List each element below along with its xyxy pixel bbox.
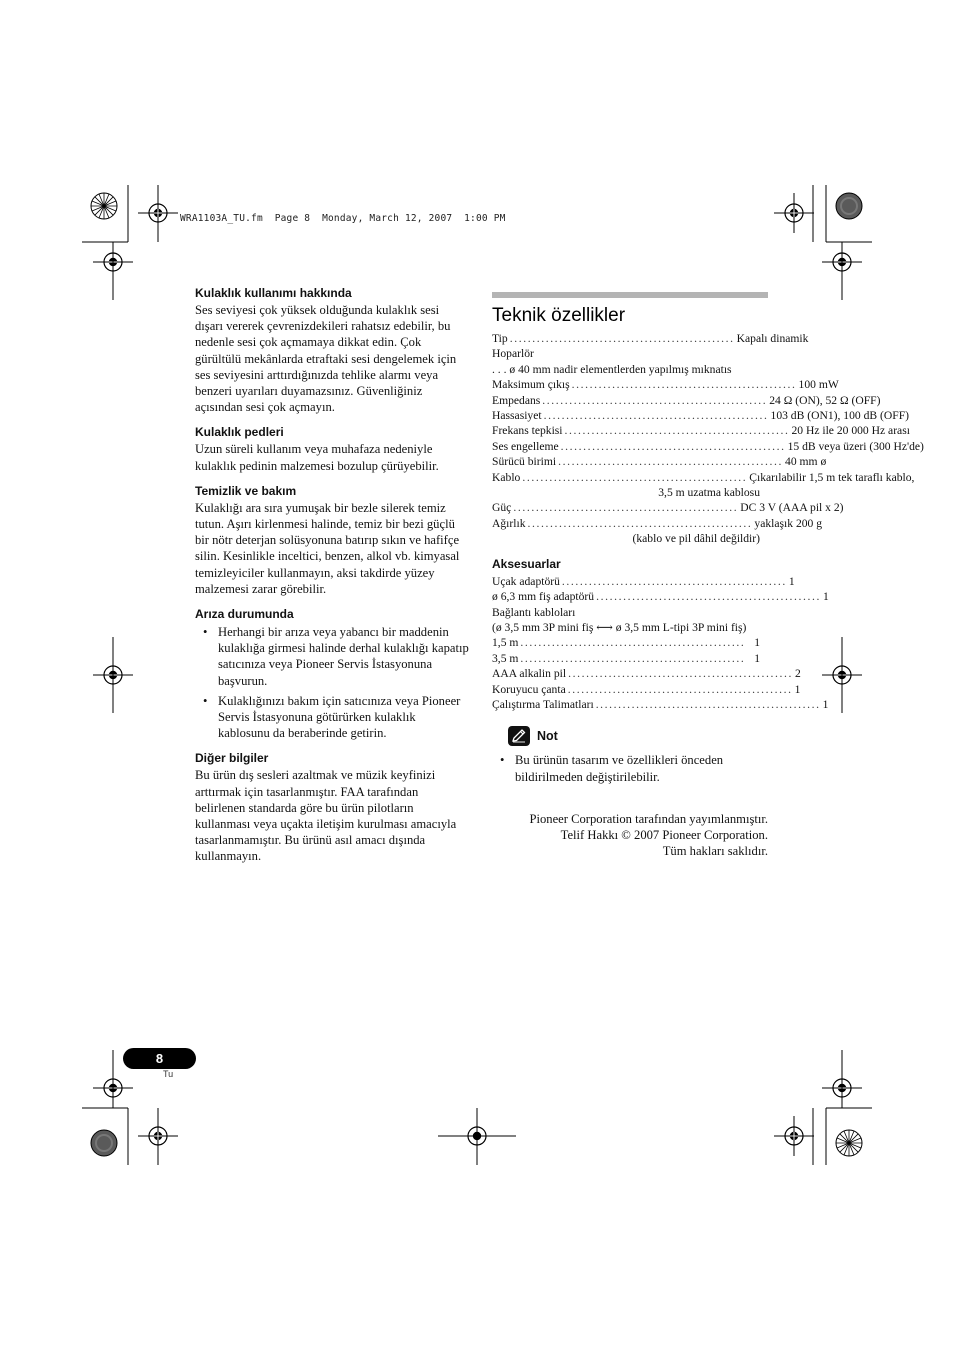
spec-speaker-value: . . . ø 40 mm nadir elementlerden yapılmış mıknatıs <box>492 362 732 376</box>
rights-line: Tüm hakları saklıdır. <box>662 844 768 859</box>
accessory-row: Çalıştırma Talimatları .................................................. 1 <box>492 697 829 711</box>
registration-mark-icon <box>774 193 814 233</box>
malfunction-section <box>195 607 469 741</box>
spec-weight-extra: (kablo ve pil dâhil değildir) <box>632 532 760 546</box>
list-item: • Bu ürünün tasarım ve özellikleri önceden bildirilmeden değiştirilebilir. <box>492 752 768 784</box>
other-info-text: Bu ürün dış sesleri azaltmak ve müzik keyfinizi arttırmak için tasarlanmıştır. FAA tarafından belirlenen standarda göre bu ürün pilotların kullanması veya uçakta iletişim kurulması amacıyla tasarlanmamıştır. Bu ürünü asıl amacı dışında kullanmayın. <box>195 768 457 864</box>
spec-speaker: Hoparlör <box>492 347 534 361</box>
spec-row-frequency: Frekans tepkisi .................................................. 20 Hz ile 20 000 Hz arası <box>492 424 910 438</box>
accessory-row: Uçak adaptörü .................................................. 1 <box>492 574 795 588</box>
cleaning-title: Temizlik ve bakım <box>195 483 297 498</box>
accessory-row: 1,5 m .................................................. 1 <box>492 636 760 650</box>
color-bar-star-icon <box>91 193 117 219</box>
accessory-row: ø 6,3 mm fiş adaptörü .................................................. 1 <box>492 590 829 604</box>
cleaning-text: Kulaklığı ara sıra yumuşak bir bezle silerek temiz tutun. Aşırı kirlenmesi halinde, temiz bir bezi güçlü bir nötr deterjan solüsyonuna batırıp sıkın ve hafifçe silin. Kesinlikle inceltici, benzen, alkol vb. kimyasal temizleyiciler kullanmayın, aksi takdirde yüzey malzemesi zarar görebilir. <box>195 500 460 596</box>
spec-row-type: Tip .................................................. Kapalı dinamik <box>492 332 809 345</box>
language-code: Tu <box>163 1069 174 1079</box>
color-bar-star-icon <box>836 1130 862 1156</box>
accessory-row: AAA alkalin pil .................................................. 2 <box>492 667 801 681</box>
registration-mark-icon <box>774 1116 814 1156</box>
accessory-row: Koruyucu çanta .................................................. 1 <box>492 682 801 696</box>
spec-list <box>492 331 924 712</box>
usage-title: Kulaklık kullanımı hakkında <box>195 286 352 300</box>
spec-row-max-output: Maksimum çıkış .................................................. 100 mW <box>492 378 839 392</box>
accessory-cables-detail: (ø 3,5 mm 3P mini fiş ⟷ ø 3,5 mm L-tipi 3P mini fiş) <box>492 620 747 634</box>
spec-row-impedance: Empedans .................................................. 24 Ω (ON), 52 Ω (OFF) <box>492 393 881 407</box>
other-info-title: Diğer bilgiler <box>195 751 269 766</box>
pencil-note-icon <box>508 726 530 746</box>
color-bar-gray-icon <box>836 193 862 219</box>
publisher-line: Pioneer Corporation tarafından yayımlanmıştır. <box>529 811 768 826</box>
color-bar-gray-icon <box>91 1130 117 1156</box>
right-column <box>492 292 924 859</box>
registration-mark-icon <box>138 1116 178 1156</box>
spec-row-noise: Ses engelleme .................................................. 15 dB veya üzeri (300 Hz'de) <box>492 439 924 453</box>
file-header-line: WRA1103A_TU.fm Page 8 Monday, March 12, 2007 1:00 PM <box>180 213 506 224</box>
note-list <box>492 752 768 784</box>
registration-mark-icon <box>138 193 178 233</box>
title-bar <box>492 292 768 298</box>
other-info-section <box>195 751 469 864</box>
pads-text: Uzun süreli kullanım veya muhafaza nedeniyle kulaklık pedinin malzemesi bozulup çürüyebilir. <box>195 442 439 473</box>
note-header <box>492 726 768 746</box>
cleaning-section <box>195 484 469 597</box>
note-title: Not <box>537 729 558 744</box>
spec-row-sensitivity: Hassasiyet .................................................. 103 dB (ON1), 100 dB (OFF) <box>492 409 910 423</box>
pads-section <box>195 425 469 473</box>
list-item: • Kulaklığınızı bakım için satıcınıza veya Pioneer Servis İstasyonuna götürürken kulaklık kablosunu da beraberinde getirin. <box>195 693 469 742</box>
accessory-cables: Bağlantı kabloları <box>492 605 576 619</box>
usage-section <box>195 286 469 415</box>
malfunction-list <box>195 624 469 741</box>
spec-row-driver: Sürücü birimi .................................................. 40 mm ø <box>492 455 827 469</box>
spec-row-power: Güç .................................................. DC 3 V (AAA pil x 2) <box>492 501 844 515</box>
specs-title: Teknik özellikler <box>492 305 626 326</box>
spec-row-cable: Kablo .................................................. Çıkarılabilir 1,5 m tek taraflı kablo, <box>492 470 915 484</box>
list-item: • Herhangi bir arıza veya yabancı bir maddenin kulaklığa girmesi halinde derhal kulaklığı kapatıp satıcınıza veya Pioneer Servis İstasyonuna başvurun. <box>195 624 469 689</box>
pads-title: Kulaklık pedleri <box>195 425 284 440</box>
page-number-badge: 8 <box>123 1048 196 1069</box>
left-column <box>195 286 469 875</box>
copyright-line: Telif Hakkı © 2007 Pioneer Corporation. <box>560 827 768 842</box>
usage-text: Ses seviyesi çok yüksek olduğunda kulaklık sesi dışarı vererek çevrenizdekileri rahatsız edebilir, bu nedenle sesi çok açmamaya dikkat edin. Çok gürültülü mekânlarda etraftaki sesi dengelemek için ses seviyesini arttırdığınızda tehlike alarmı veya benzeri uyarıları duyamazsınız. Güvenliğiniz açısından sesi çok açmayın. <box>195 303 457 415</box>
accessories-title: Aksesuarlar <box>492 556 561 571</box>
malfunction-title: Arıza durumunda <box>195 607 294 622</box>
spec-cable-extra: 3,5 m uzatma kablosu <box>658 486 760 500</box>
accessory-row: 3,5 m .................................................. 1 <box>492 651 760 665</box>
publisher-block <box>492 811 768 860</box>
spec-row-weight: Ağırlık .................................................. yaklaşık 200 g <box>492 516 823 530</box>
